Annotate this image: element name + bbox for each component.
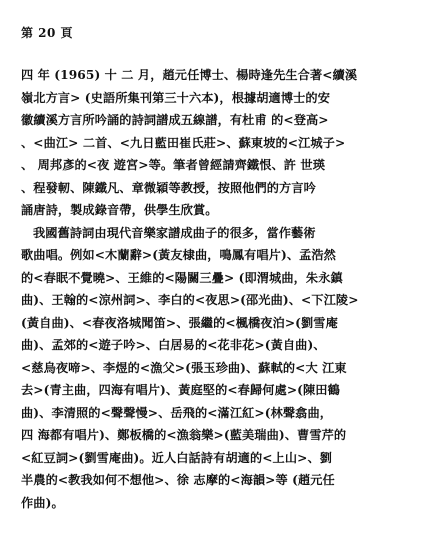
paragraph-2-line-13: 作曲)。 xyxy=(21,495,64,510)
paragraph-1-line-2: 嶺北方言> (史語所集刊第三十六本)，根據胡適博士的安 xyxy=(21,90,330,105)
paragraph-1-line-4: 、<曲江> 二首、<九日藍田崔氏莊>、蘇東坡的<江城子> xyxy=(21,135,346,150)
paragraph-2-line-12: 半農的<教我如何不想他>、徐 志摩的<海韻>等 (趙元任 xyxy=(21,473,335,487)
paragraph-2-line-11: <紅豆詞>(劉雪庵曲)。近人白話詩有胡適的<上山>、劉 xyxy=(21,450,333,465)
paragraph-1-line-5: 、 周邦彥的<夜 遊宮>等。筆者曾經請齊鐵恨、許 世瑛 xyxy=(21,158,325,172)
paragraph-2-line-1: 我國舊詩詞由現代音樂家譜成曲子的很多，當作藝術 xyxy=(33,225,316,240)
paragraph-2-line-10: 四 海都有唱片)、鄭板橋的<漁翁樂>(藍美瑞曲)、曹雪芹的 xyxy=(21,428,347,442)
paragraph-2-line-7: <慈烏夜啼>、李煜的<漁父>(張玉珍曲)、蘇軾的<大 江東 xyxy=(21,360,347,375)
paragraph-1-line-6: 、程發軔、陳鐵凡、章微穎等教授，按照他們的方言吟 xyxy=(21,180,316,195)
paragraph-1-line-7: 誦唐詩，製成錄音帶，供學生欣賞。 xyxy=(21,203,218,217)
paragraph-1-line-3: 徽續溪方言所吟誦的詩詞譜成五線譜，有杜甫 的<登高> xyxy=(21,113,329,127)
paragraph-2-line-5: (黃自曲)、<春夜洛城聞笛>、張繼的<楓橋夜泊>(劉雪庵 xyxy=(21,315,338,330)
page-number: 第 20 頁 xyxy=(21,26,74,40)
paragraph-2-line-2: 歌曲唱。例如<木蘭辭>(黃友棣曲，鳴鳳有唱片)、孟浩然 xyxy=(21,248,336,262)
body-text xyxy=(21,64,413,514)
paragraph-2-line-8: 去>(青主曲，四海有唱片)、黃庭堅的<春歸何處>(陳田鶴 xyxy=(21,383,340,397)
paragraph-2-line-9: 曲)、李清照的<聲聲慢>、岳飛的<滿江紅>(林聲翕曲， xyxy=(21,405,333,420)
paragraph-2-line-3: 的<春眠不覺曉>、王維的<陽關三疊> (即渭城曲，朱永鎮 xyxy=(21,270,343,285)
paragraph-2-line-4: 曲)、王翰的<涼州詞>、李白的<夜思>(邵光曲)、<下江陵> xyxy=(21,293,359,307)
paragraph-1-line-1: 四 年 (1965) 十 二 月，趙元任博士、楊時逢先生合著<續溪 xyxy=(21,68,358,82)
paragraph-2-line-6: 曲)、孟郊的<遊子吟>、白居易的<花非花>(黃自曲)、 xyxy=(21,338,326,352)
